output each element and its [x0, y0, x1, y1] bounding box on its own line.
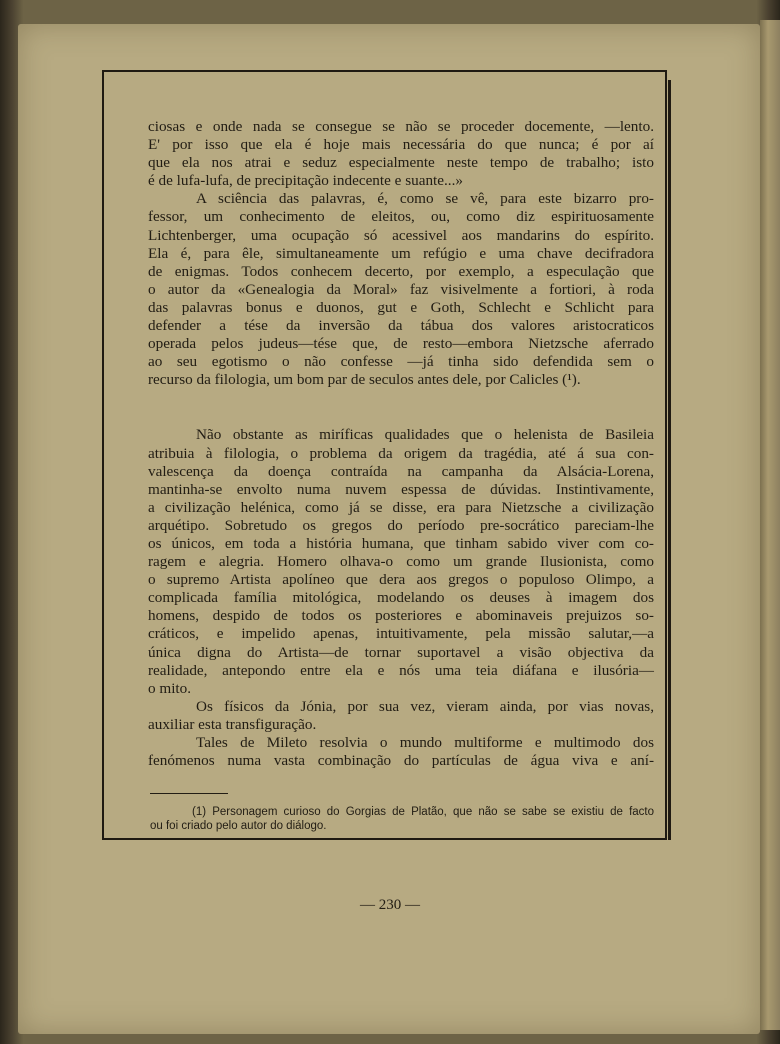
text-line: o autor da «Genealogia da Moral» faz visivelmente a fortiori, à roda	[148, 280, 654, 298]
paragraph-5	[148, 734, 654, 770]
paragraph-2	[148, 190, 654, 389]
paragraph-3	[148, 426, 654, 697]
adjacent-page-edge	[760, 20, 780, 1030]
text-line: ciosas e onde nada se consegue se não se proceder docemente, —lento.	[148, 118, 654, 135]
text-line: o supremo Artista apolíneo que dera aos gregos o populoso Olimpo, a	[148, 571, 654, 589]
text-line: fenómenos numa vasta combinação do partículas de água viva e aní-	[148, 752, 654, 770]
text-line: que ela nos atrai e seduz especialmente neste tempo de trabalho; isto	[148, 154, 654, 172]
text-line: das palavras bonus e duonos, gut e Goth, Schlecht e Schlicht para	[148, 298, 654, 316]
text-line: valescença da doença contraída na campanha da Alsácia-Lorena,	[148, 462, 654, 480]
text-line: E' por isso que ela é hoje mais necessária do que nunca; é por aí	[148, 136, 654, 154]
text-line: de enigmas. Todos conhecem decerto, por exemplo, a especulação que	[148, 262, 654, 280]
text-line: Lichtenberger, uma ocupação só acessivel aos mandarins do espírito.	[148, 226, 654, 244]
main-text	[148, 118, 654, 770]
footnote-line: (1) Personagem curioso do Gorgias de Platão, que não se sabe se existiu de facto	[192, 806, 654, 818]
text-line: a civilização helénica, como já se disse, era para Nietzsche a civilização	[148, 498, 654, 516]
text-line: ragem e alegria. Homero olhava-o como um grande Ilusionista, como	[148, 553, 654, 571]
text-line: operada pelos judeus—tése que, de resto—embora Nietzsche aferrado	[148, 335, 654, 353]
text-line: realidade, antepondo entre ela e nós uma teia diáfana e ilusória—	[148, 661, 654, 679]
text-line: A sciência das palavras, é, como se vê, para este bizarro pro-	[196, 190, 654, 208]
text-line: auxiliar esta transfiguração.	[148, 715, 317, 733]
text-line: fessor, um conhecimento de eleitos, ou, como diz espirituosamente	[148, 208, 654, 226]
text-line: homens, despido de todos os posteriores e abominaveis prejuizos so-	[148, 607, 654, 625]
text-line: é de lufa-lufa, de precipitação indecente e suante...»	[148, 172, 463, 190]
text-line: defender a tése da inversão da tábua dos valores aristocraticos	[148, 317, 654, 335]
text-line: arquétipo. Sobretudo os gregos do período pre-socrático pareciam-lhe	[148, 516, 654, 534]
text-line: cráticos, e impelido apenas, intuitivamente, pela missão salutar,—a	[148, 625, 654, 643]
text-line: recurso da filologia, um bom par de seculos antes dele, por Calicles (¹).	[148, 371, 581, 389]
text-line: única digna do Artista—de tornar suportavel a visão objectiva da	[148, 643, 654, 661]
text-line: Ela é, para êle, simultaneamente um refúgio e uma chave decifradora	[148, 244, 654, 262]
text-line: Os físicos da Jónia, por sua vez, vieram ainda, por vias novas,	[196, 697, 654, 715]
text-line: os únicos, em toda a história humana, que tinham sabido viver com co-	[148, 534, 654, 552]
text-line: mantinha-se envolto numa nuvem espessa de dúvidas. Instintivamente,	[148, 480, 654, 498]
footnote-divider	[150, 793, 228, 794]
page-number: — 230 —	[360, 897, 420, 913]
text-line: complicada família mitológica, modelando os deuses à imagem dos	[148, 589, 654, 607]
paragraph-1	[148, 118, 654, 190]
text-line: ao seu egotismo o não confesse —já tinha sido defendida sem o	[148, 353, 654, 371]
paragraph-4	[148, 698, 654, 734]
footnote-line: ou foi criado pelo autor do diálogo.	[150, 819, 327, 832]
footnote	[150, 806, 654, 833]
text-line: Não obstante as miríficas qualidades que o helenista de Basileia	[196, 426, 654, 444]
text-line: Tales de Mileto resolvia o mundo multiforme e multimodo dos	[196, 734, 654, 751]
text-line: atribuia à filologia, o problema da origem da tragédia, até á sua con-	[148, 444, 654, 462]
text-line: o mito.	[148, 679, 192, 697]
